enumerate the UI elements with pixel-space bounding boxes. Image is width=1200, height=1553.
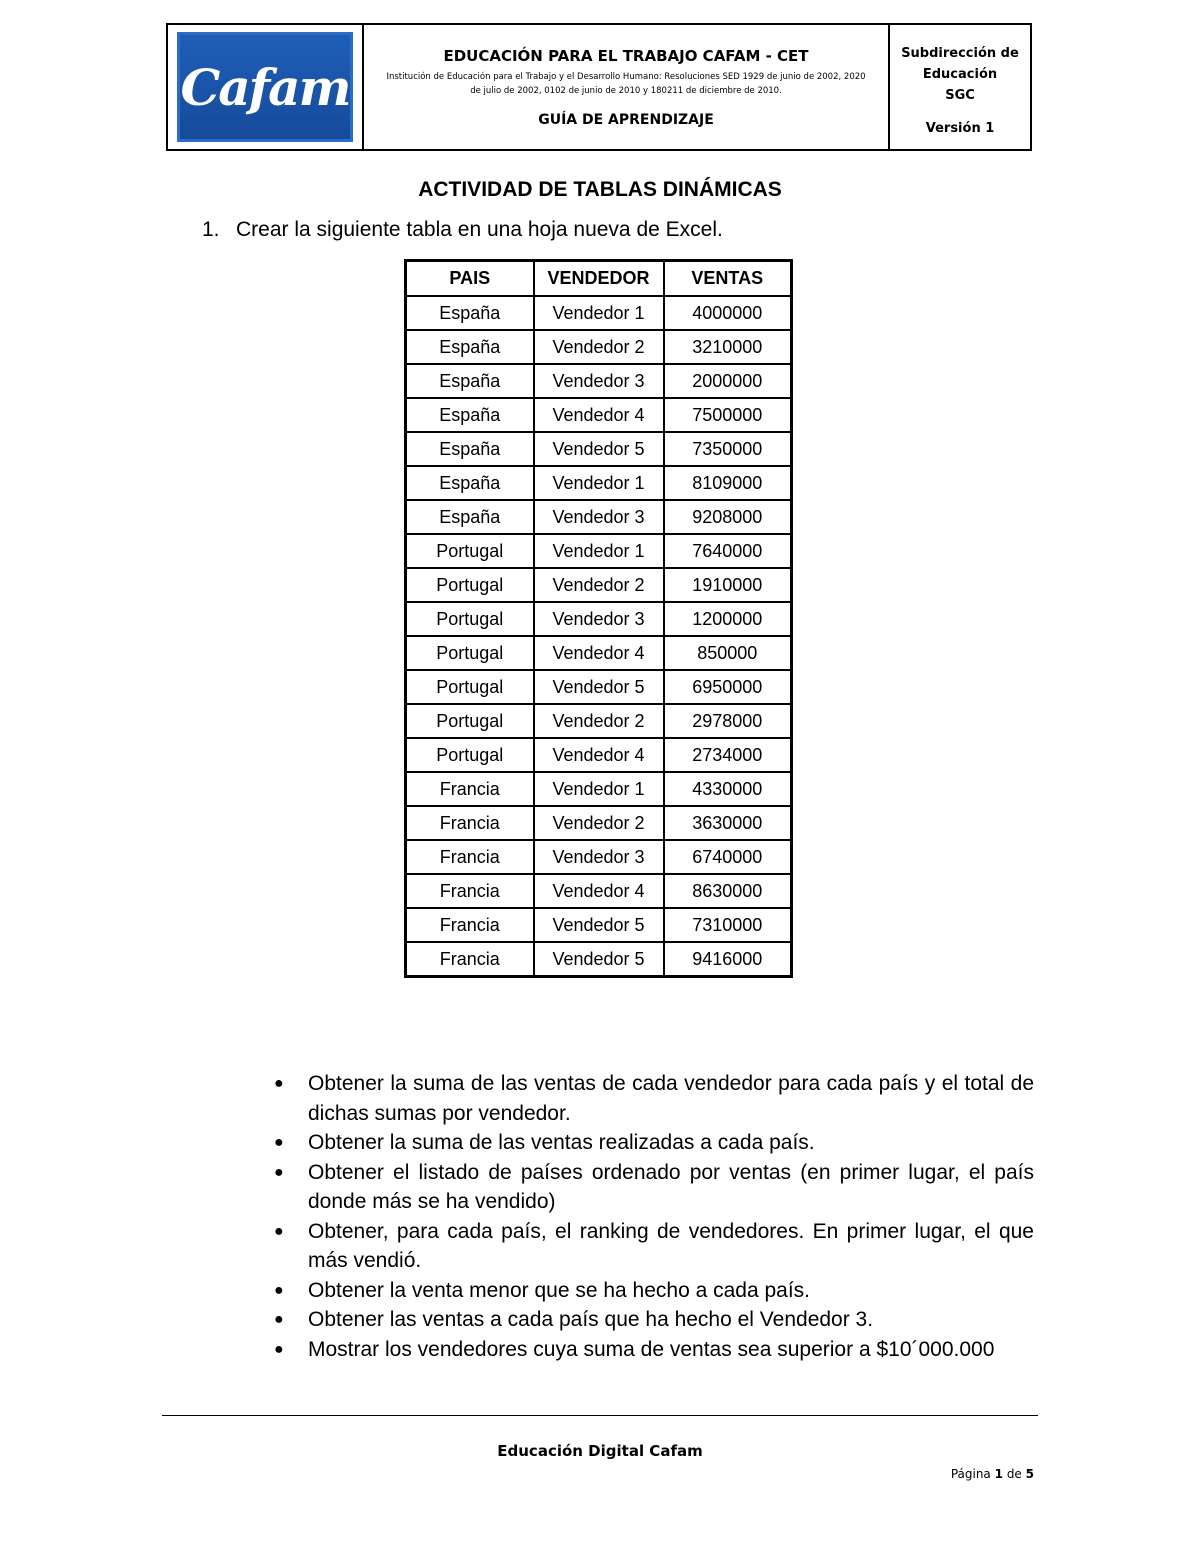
page-total: 5 [1025,1467,1034,1481]
table-row [406,466,792,500]
cell-vendedor: Vendedor 5 [534,908,664,942]
cell-pais: España [406,364,534,398]
task-item [272,1276,1034,1306]
cell-vendedor: Vendedor 4 [534,738,664,772]
document-header [166,23,1032,151]
step-number: 1. [202,218,220,241]
cell-pais: Portugal [406,636,534,670]
table-row [406,908,792,942]
task-text: Obtener el listado de países ordenado por ventas (en primer lugar, el país donde más se ha vendido) [308,1160,1034,1213]
cell-pais: España [406,398,534,432]
cell-ventas: 7640000 [664,534,792,568]
cell-pais: España [406,432,534,466]
table-row [406,670,792,704]
cell-vendedor: Vendedor 5 [534,942,664,977]
cell-vendedor: Vendedor 1 [534,772,664,806]
header-ventas: VENTAS [664,261,792,297]
dept-line-1: Subdirección de [901,46,1019,61]
cell-vendedor: Vendedor 5 [534,670,664,704]
task-text: Obtener la venta menor que se ha hecho a cada país. [308,1278,811,1302]
cell-pais: Francia [406,874,534,908]
task-item [272,1217,1034,1276]
bullet-icon: ● [274,1311,284,1328]
cell-pais: Francia [406,840,534,874]
cell-ventas: 7500000 [664,398,792,432]
table-row [406,330,792,364]
cell-pais: Portugal [406,670,534,704]
cell-vendedor: Vendedor 2 [534,330,664,364]
cell-pais: Portugal [406,534,534,568]
cell-ventas: 7310000 [664,908,792,942]
cell-ventas: 3210000 [664,330,792,364]
activity-title: ACTIVIDAD DE TABLAS DINÁMICAS [418,178,782,201]
cell-pais: Francia [406,942,534,977]
cell-vendedor: Vendedor 2 [534,704,664,738]
table-row [406,432,792,466]
table-row [406,704,792,738]
page-of: de [1006,1467,1022,1481]
bullet-icon: ● [274,1075,284,1092]
cell-ventas: 9416000 [664,942,792,977]
bullet-icon: ● [274,1134,284,1151]
cell-vendedor: Vendedor 3 [534,840,664,874]
task-item [272,1128,1034,1158]
cell-vendedor: Vendedor 5 [534,432,664,466]
cell-vendedor: Vendedor 4 [534,874,664,908]
table-row [406,942,792,977]
step-text: Crear la siguiente tabla en una hoja nueva de Excel. [236,218,723,241]
cell-vendedor: Vendedor 2 [534,806,664,840]
header-vendedor: VENDEDOR [534,261,664,297]
cell-vendedor: Vendedor 3 [534,602,664,636]
cell-pais: Portugal [406,704,534,738]
cell-ventas: 9208000 [664,500,792,534]
version-label: Versión 1 [925,121,995,136]
cell-vendedor: Vendedor 4 [534,636,664,670]
cell-pais: Portugal [406,568,534,602]
cell-vendedor: Vendedor 1 [534,466,664,500]
task-item [272,1158,1034,1217]
cell-pais: España [406,466,534,500]
cell-pais: Francia [406,908,534,942]
cell-ventas: 2000000 [664,364,792,398]
cell-ventas: 1910000 [664,568,792,602]
task-item [272,1335,1034,1365]
table-row [406,398,792,432]
cell-ventas: 8630000 [664,874,792,908]
cell-ventas: 1200000 [664,602,792,636]
cell-ventas: 6950000 [664,670,792,704]
footer-title: Educación Digital Cafam [497,1442,703,1460]
cafam-logo [177,32,353,142]
cell-ventas: 4000000 [664,296,792,330]
cell-pais: España [406,296,534,330]
logo-text: Cafam [180,57,350,117]
bullet-icon: ● [274,1163,284,1181]
table-row [406,772,792,806]
dept-line-3: SGC [945,88,975,103]
institution-resolutions: Institución de Educación para el Trabajo y el Desarrollo Humano: Resoluciones SED 1929 de junio de 2002, 2020 de julio de 2002, 0102 de junio de 2010 y 180211 de diciembre de 2010. [386,72,866,96]
header-title-cell [364,25,890,149]
task-text: Obtener la suma de las ventas de cada vendedor para cada país y el total de dichas sumas por vendedor. [308,1072,1034,1125]
header-pais: PAIS [406,261,534,297]
table-row [406,840,792,874]
task-item [272,1069,1034,1128]
task-list [272,1069,1034,1364]
cell-ventas: 2978000 [664,704,792,738]
sales-table [404,259,793,978]
table-row [406,568,792,602]
cell-pais: Francia [406,772,534,806]
guide-title: GUÍA DE APRENDIZAJE [538,112,714,128]
table-row [406,874,792,908]
cell-vendedor: Vendedor 3 [534,364,664,398]
cell-vendedor: Vendedor 4 [534,398,664,432]
cell-vendedor: Vendedor 1 [534,534,664,568]
page-number [951,1467,1034,1481]
cell-ventas: 8109000 [664,466,792,500]
task-text: Mostrar los vendedores cuya suma de ventas sea superior a $10´000.000 [308,1337,995,1361]
table-row [406,364,792,398]
header-dept-cell [890,25,1030,149]
table-row [406,636,792,670]
table-header-row [406,261,792,297]
cell-ventas: 6740000 [664,840,792,874]
cell-pais: Portugal [406,738,534,772]
cell-ventas: 3630000 [664,806,792,840]
institution-title: EDUCACIÓN PARA EL TRABAJO CAFAM - CET [443,47,809,65]
bullet-icon: ● [274,1340,284,1358]
table-row [406,296,792,330]
cell-pais: Francia [406,806,534,840]
cell-pais: España [406,500,534,534]
task-item [272,1305,1034,1335]
cell-ventas: 4330000 [664,772,792,806]
bullet-icon: ● [274,1281,284,1299]
footer-divider [162,1415,1038,1416]
cell-vendedor: Vendedor 1 [534,296,664,330]
task-text: Obtener, para cada país, el ranking de vendedores. En primer lugar, el que más vendió. [308,1219,1034,1272]
dept-line-2: Educación [922,67,998,82]
instruction-step [202,218,723,242]
cell-ventas: 2734000 [664,738,792,772]
table-row [406,500,792,534]
page-current: 1 [994,1467,1003,1481]
cell-vendedor: Vendedor 3 [534,500,664,534]
task-text: Obtener la suma de las ventas realizadas a cada país. [308,1131,815,1154]
cell-vendedor: Vendedor 2 [534,568,664,602]
cell-pais: Portugal [406,602,534,636]
table-row [406,534,792,568]
task-text: Obtener las ventas a cada país que ha hecho el Vendedor 3. [308,1308,874,1331]
table-row [406,806,792,840]
logo-cell [168,25,364,149]
table-row [406,602,792,636]
cell-pais: España [406,330,534,364]
table-row [406,738,792,772]
cell-ventas: 850000 [664,636,792,670]
cell-ventas: 7350000 [664,432,792,466]
page-label: Página [950,1467,991,1481]
bullet-icon: ● [274,1222,284,1240]
